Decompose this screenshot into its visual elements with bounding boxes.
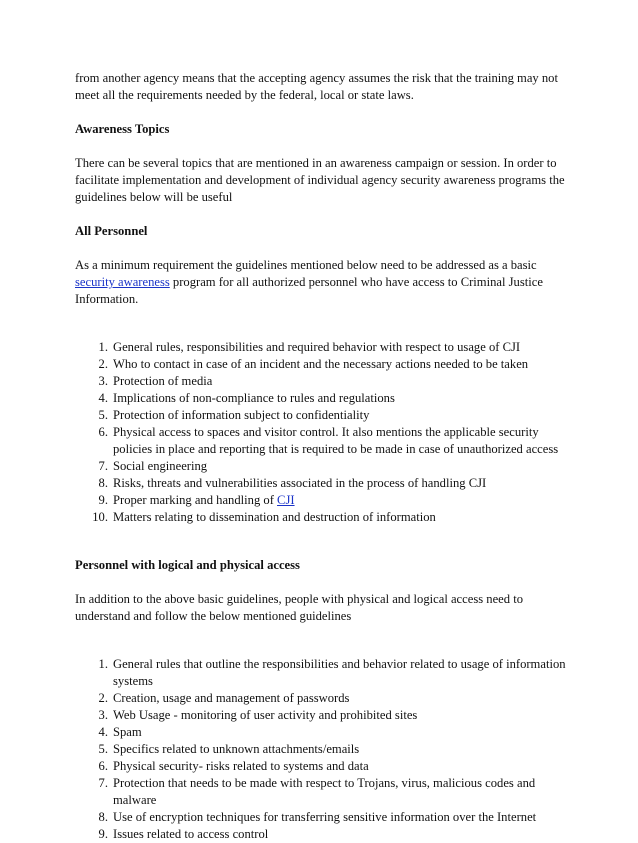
list-item-number: 10. — [92, 510, 108, 524]
list-item-number: 9. — [98, 827, 108, 841]
list-item-number: 2. — [98, 357, 108, 371]
list-item-text: Who to contact in case of an incident and the necessary actions needed to be taken — [113, 357, 529, 371]
list-item-text: Matters relating to dissemination and destruction of information — [113, 510, 436, 524]
list-item — [75, 356, 567, 373]
list-item — [75, 475, 567, 492]
awareness-topics-heading: Awareness Topics — [75, 122, 170, 136]
list-item — [75, 458, 567, 475]
list-item-text: Protection that needs to be made with respect to Trojans, virus, malicious codes and malware — [113, 776, 536, 807]
cji-link[interactable]: CJI — [277, 493, 295, 507]
list-item-text: Web Usage - monitoring of user activity and prohibited sites — [113, 708, 418, 722]
list-item-text: Specifics related to unknown attachments/emails — [113, 742, 360, 756]
list-item-number: 4. — [98, 391, 108, 405]
list-item-number: 6. — [98, 425, 108, 439]
list-item — [75, 492, 567, 509]
list-item-number: 3. — [98, 708, 108, 722]
list-item — [75, 809, 567, 826]
list-item-number: 5. — [98, 408, 108, 422]
all-personnel-text-before: As a minimum requirement the guidelines mentioned below need to be addressed as a basic — [75, 258, 537, 272]
list-item-number: 1. — [98, 340, 108, 354]
list-item-text: Social engineering — [113, 459, 208, 473]
all-personnel-paragraph — [75, 257, 567, 308]
list-item — [75, 373, 567, 390]
list-item-text: Risks, threats and vulnerabilities associated in the process of handling CJI — [113, 476, 487, 490]
list-item-text: Creation, usage and management of passwords — [113, 691, 350, 705]
list-item-number: 2. — [98, 691, 108, 705]
logical-physical-heading: Personnel with logical and physical access — [75, 558, 300, 572]
list-item — [75, 741, 567, 758]
list-item-text: Protection of media — [113, 374, 213, 388]
list-item-number: 9. — [98, 493, 108, 507]
list-item-text: Implications of non-compliance to rules and regulations — [113, 391, 395, 405]
list-item-number: 6. — [98, 759, 108, 773]
list-item-text: Proper marking and handling of — [113, 493, 278, 507]
list-item-number: 7. — [98, 776, 108, 790]
list-item — [75, 509, 567, 526]
list-item — [75, 390, 567, 407]
list-item — [75, 724, 567, 741]
all-personnel-text-after: program for all authorized personnel who have access to Criminal Justice Information. — [75, 275, 543, 306]
intro-paragraph: from another agency means that the accepting agency assumes the risk that the training may not meet all the requirements needed by the federal, local or state laws. — [75, 71, 558, 102]
list-item-text: Use of encryption techniques for transferring sensitive information over the Internet — [113, 810, 537, 824]
list-item-number: 1. — [98, 657, 108, 671]
list-item-text: Spam — [113, 725, 142, 739]
logical-physical-list — [75, 656, 567, 843]
awareness-topics-paragraph: There can be several topics that are mentioned in an awareness campaign or session. In order to facilitate implementation and development of individual agency security awareness programs the guidelines below will be useful — [75, 156, 565, 204]
list-item-number: 5. — [98, 742, 108, 756]
list-item — [75, 775, 567, 809]
list-item — [75, 656, 567, 690]
list-item-text: Issues related to access control — [113, 827, 269, 841]
list-item — [75, 758, 567, 775]
all-personnel-heading: All Personnel — [75, 224, 148, 238]
list-item — [75, 424, 567, 458]
document-page — [75, 70, 567, 843]
list-item-text: Physical security- risks related to systems and data — [113, 759, 369, 773]
list-item — [75, 826, 567, 843]
list-item-number: 8. — [98, 810, 108, 824]
all-personnel-list — [75, 339, 567, 526]
list-item-text: General rules that outline the responsibilities and behavior related to usage of information systems — [113, 657, 566, 688]
list-item-number: 8. — [98, 476, 108, 490]
list-item — [75, 707, 567, 724]
list-item — [75, 407, 567, 424]
list-item-number: 4. — [98, 725, 108, 739]
list-item-number: 3. — [98, 374, 108, 388]
list-item — [75, 690, 567, 707]
list-item-text: General rules, responsibilities and required behavior with respect to usage of CJI — [113, 340, 521, 354]
logical-physical-paragraph: In addition to the above basic guidelines, people with physical and logical access need to understand and follow the below mentioned guidelines — [75, 592, 523, 623]
list-item — [75, 339, 567, 356]
list-item-text: Physical access to spaces and visitor control. It also mentions the applicable security policies in place and reporting that is required to be made in case of unauthorized access — [113, 425, 559, 456]
list-item-text: Protection of information subject to confidentiality — [113, 408, 370, 422]
security-awareness-link[interactable]: security awareness — [75, 275, 170, 289]
list-item-number: 7. — [98, 459, 108, 473]
